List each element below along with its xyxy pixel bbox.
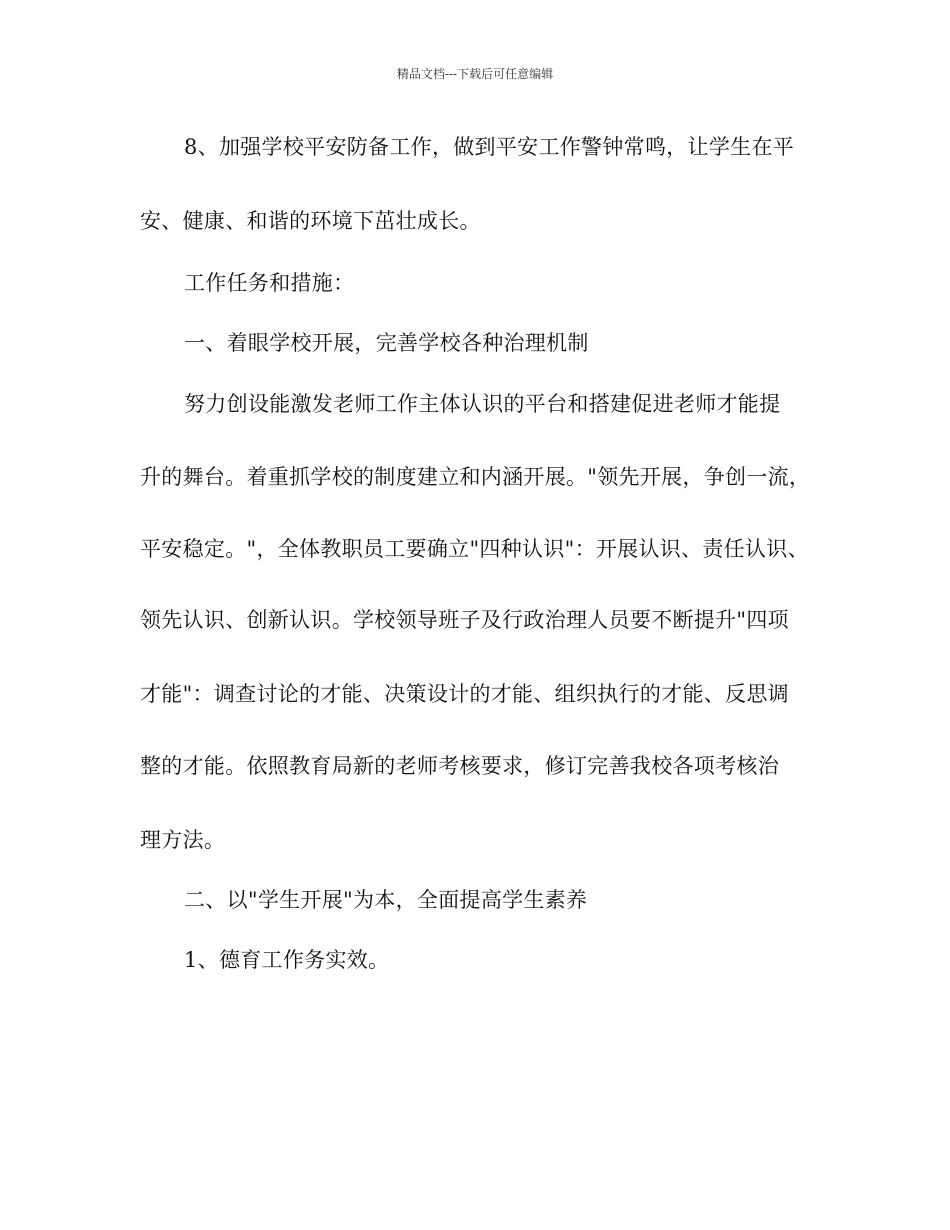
section-heading: 一、着眼学校开展，完善学校各种治理机制 (184, 331, 589, 355)
paragraph-line: 安、健康、和谐的环境下茁壮成长。 (140, 209, 481, 233)
page-header: 精品文档---下载后可任意编辑 (396, 67, 554, 81)
paragraph-line: 整的才能。依照教育局新的老师考核要求，修订完善我校各项考核治 (140, 754, 779, 778)
paragraph-line: 努力创设能激发老师工作主体认识的平台和搭建促进老师才能提 (184, 392, 781, 416)
section-heading: 1、德育工作务实效。 (184, 948, 390, 972)
paragraph-line: 8、加强学校平安防备工作，做到平安工作警钟常鸣，让学生在平 (184, 135, 795, 159)
section-heading: 工作任务和措施： (184, 271, 355, 295)
paragraph-line: 平安稳定。"，全体教职员工要确立"四种认识"：开展认识、责任认识、 (140, 537, 809, 561)
paragraph-line: 升的舞台。着重抓学校的制度建立和内涵开展。"领先开展，争创一流， (140, 465, 811, 489)
paragraph-line: 领先认识、创新认识。学校领导班子及行政治理人员要不断提升"四项 (140, 608, 789, 632)
section-heading: 二、以"学生开展"为本，全面提高学生素养 (184, 888, 588, 912)
paragraph-line: 理方法。 (140, 828, 226, 852)
paragraph-line: 才能"：调查讨论的才能、决策设计的才能、组织执行的才能、反思调 (140, 682, 789, 706)
